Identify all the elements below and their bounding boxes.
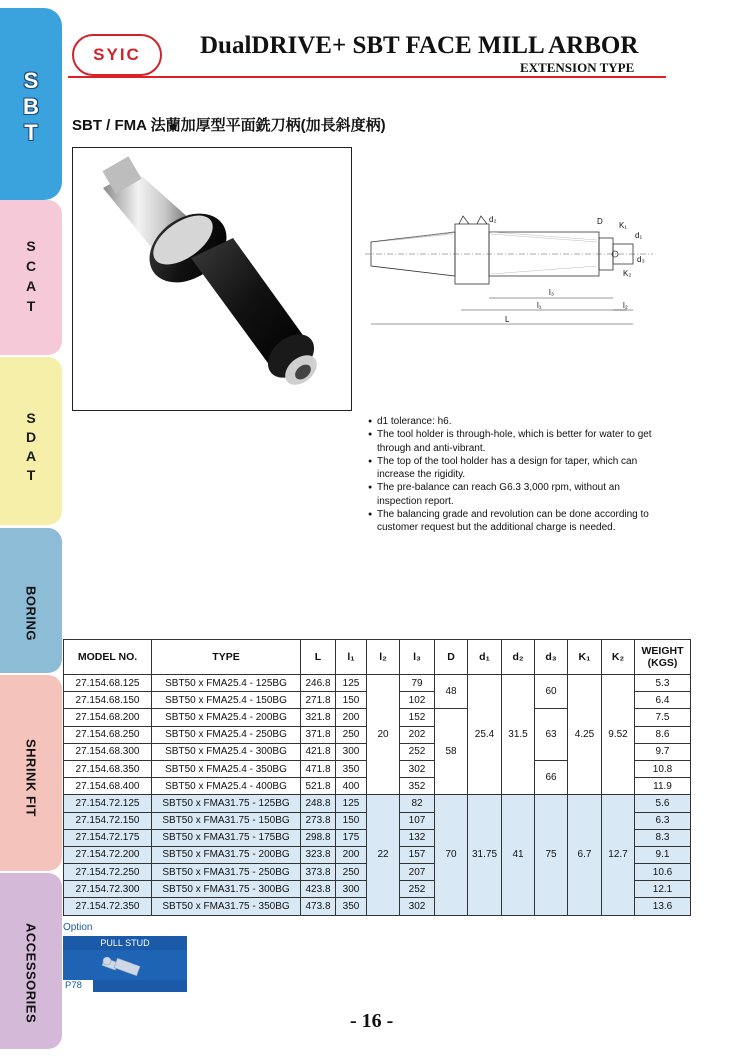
cell-model: 27.154.72.350 <box>64 898 152 915</box>
cell-weight: 9.1 <box>635 846 691 863</box>
cell-K1: 4.25 <box>568 675 602 795</box>
col-model: MODEL NO. <box>64 640 152 675</box>
tab-letter: A <box>25 448 37 464</box>
cell-d3: 75 <box>535 795 568 915</box>
cell-D: 70 <box>435 795 468 915</box>
col-L: L <box>301 640 336 675</box>
cell-l3: 102 <box>400 692 435 709</box>
cell-type: SBT50 x FMA25.4 - 250BG <box>152 726 301 743</box>
cell-type: SBT50 x FMA31.75 - 250BG <box>152 864 301 881</box>
cell-l1: 200 <box>336 846 367 863</box>
cell-L: 323.8 <box>301 846 336 863</box>
cell-l3: 107 <box>400 812 435 829</box>
cell-type: SBT50 x FMA31.75 - 200BG <box>152 846 301 863</box>
cell-weight: 9.7 <box>635 743 691 760</box>
note-item: ● The top of the tool holder has a design for taper, which can increase the rigidity. <box>368 455 658 482</box>
cell-model: 27.154.72.175 <box>64 829 152 846</box>
tab-sdat[interactable] <box>0 357 62 525</box>
technical-drawing <box>365 210 653 335</box>
pull-stud-page-ref[interactable]: P78 <box>63 980 93 992</box>
cell-l1: 125 <box>336 795 367 812</box>
cell-K2: 12.7 <box>602 795 635 915</box>
page-subtitle: EXTENSION TYPE <box>520 60 635 75</box>
cell-L: 521.8 <box>301 778 336 795</box>
cell-L: 248.8 <box>301 795 336 812</box>
note-item: ● The balancing grade and revolution can be done according to customer request but the additional charge is needed. <box>368 508 658 535</box>
cell-model: 27.154.72.150 <box>64 812 152 829</box>
col-l3: l₃ <box>400 640 435 675</box>
tab-letter: S <box>26 410 36 426</box>
label-d3: d₃ <box>637 255 645 264</box>
tab-letter: T <box>26 298 36 314</box>
cell-L: 321.8 <box>301 709 336 726</box>
col-d3: d₃ <box>535 640 568 675</box>
label-L: L <box>505 315 510 324</box>
cell-l3: 157 <box>400 846 435 863</box>
weight-unit: (KGS) <box>647 657 678 669</box>
cell-l3: 352 <box>400 778 435 795</box>
cell-weight: 10.6 <box>635 864 691 881</box>
cell-model: 27.154.68.125 <box>64 675 152 692</box>
cell-type: SBT50 x FMA25.4 - 400BG <box>152 778 301 795</box>
cell-weight: 10.8 <box>635 760 691 777</box>
cell-l3: 152 <box>400 709 435 726</box>
cell-l3: 202 <box>400 726 435 743</box>
cell-l3: 82 <box>400 795 435 812</box>
product-photo <box>72 147 352 411</box>
cell-type: SBT50 x FMA31.75 - 300BG <box>152 881 301 898</box>
cell-l1: 250 <box>336 726 367 743</box>
section-heading: SBT / FMA 法蘭加厚型平面銑刀柄(加長斜度柄) <box>72 117 386 134</box>
cell-L: 423.8 <box>301 881 336 898</box>
tab-boring[interactable] <box>0 528 62 673</box>
tab-letter: S <box>26 238 36 254</box>
weight-label: WEIGHT <box>641 645 684 657</box>
syic-logo <box>72 34 162 76</box>
cell-type: SBT50 x FMA25.4 - 125BG <box>152 675 301 692</box>
feature-notes <box>368 415 658 535</box>
cell-weight: 6.3 <box>635 812 691 829</box>
cell-weight: 8.3 <box>635 829 691 846</box>
label-l1: l₁ <box>537 301 542 310</box>
note-item: ● d1 tolerance: h6. <box>368 415 658 428</box>
cell-d1: 31.75 <box>468 795 502 915</box>
cell-model: 27.154.68.200 <box>64 709 152 726</box>
cell-l1: 300 <box>336 881 367 898</box>
cell-l3: 302 <box>400 898 435 915</box>
label-K2: K₂ <box>623 269 632 278</box>
cell-model: 27.154.68.300 <box>64 743 152 760</box>
cell-l1: 250 <box>336 864 367 881</box>
cell-d3: 60 <box>535 675 568 709</box>
cell-L: 471.8 <box>301 760 336 777</box>
cell-l3: 207 <box>400 864 435 881</box>
note-item: ● The tool holder is through-hole, which is better for water to get through and anti-vibrant. <box>368 428 658 455</box>
col-d2: d₂ <box>502 640 535 675</box>
col-K2: K₂ <box>602 640 635 675</box>
cell-L: 373.8 <box>301 864 336 881</box>
spec-table <box>63 639 691 916</box>
option-label: Option <box>63 922 93 933</box>
cell-d3: 66 <box>535 760 568 794</box>
cell-l1: 200 <box>336 709 367 726</box>
cell-type: SBT50 x FMA25.4 - 200BG <box>152 709 301 726</box>
cell-type: SBT50 x FMA31.75 - 350BG <box>152 898 301 915</box>
col-D: D <box>435 640 468 675</box>
cell-type: SBT50 x FMA31.75 - 150BG <box>152 812 301 829</box>
cell-l3: 252 <box>400 743 435 760</box>
cell-model: 27.154.72.200 <box>64 846 152 863</box>
col-d1: d₁ <box>468 640 502 675</box>
tab-accessories-label: ACCESSORIES <box>23 922 39 1024</box>
cell-model: 27.154.68.150 <box>64 692 152 709</box>
cell-l3: 252 <box>400 881 435 898</box>
col-type: TYPE <box>152 640 301 675</box>
col-l1: l₁ <box>336 640 367 675</box>
tab-letter: S <box>23 68 39 93</box>
cell-model: 27.154.72.250 <box>64 864 152 881</box>
cell-d1: 25.4 <box>468 675 502 795</box>
cell-type: SBT50 x FMA25.4 - 300BG <box>152 743 301 760</box>
cell-l2: 22 <box>367 795 400 915</box>
cell-l1: 400 <box>336 778 367 795</box>
cell-model: 27.154.68.250 <box>64 726 152 743</box>
cell-D: 48 <box>435 675 468 709</box>
logo-text: SYIC <box>93 45 141 64</box>
cell-d2: 31.5 <box>502 675 535 795</box>
tab-letter: D <box>25 429 37 445</box>
pull-stud-image <box>63 950 187 980</box>
header-divider <box>68 76 666 78</box>
col-l2: l₂ <box>367 640 400 675</box>
note-item: ● The pre-balance can reach G6.3 3,000 rpm, without an inspection report. <box>368 481 658 508</box>
tab-letter: A <box>25 278 37 294</box>
cell-l1: 125 <box>336 675 367 692</box>
cell-weight: 7.5 <box>635 709 691 726</box>
cell-type: SBT50 x FMA31.75 - 175BG <box>152 829 301 846</box>
cell-l3: 132 <box>400 829 435 846</box>
table-row <box>64 795 691 812</box>
label-d2: d₂ <box>489 215 497 224</box>
tab-letter: T <box>26 467 36 483</box>
cell-l1: 350 <box>336 898 367 915</box>
cell-model: 27.154.68.400 <box>64 778 152 795</box>
cell-weight: 5.3 <box>635 675 691 692</box>
tab-sbt[interactable] <box>0 8 62 200</box>
label-K1: K₁ <box>619 221 628 230</box>
cell-L: 473.8 <box>301 898 336 915</box>
label-l3: l₃ <box>549 288 555 297</box>
cell-model: 27.154.72.300 <box>64 881 152 898</box>
cell-l1: 175 <box>336 829 367 846</box>
tab-accessories[interactable] <box>0 873 62 1049</box>
cell-model: 27.154.68.350 <box>64 760 152 777</box>
cell-L: 246.8 <box>301 675 336 692</box>
tab-shrink-fit[interactable] <box>0 675 62 871</box>
tab-sbt-label <box>0 68 62 146</box>
cell-L: 271.8 <box>301 692 336 709</box>
page-title: DualDRIVE+ SBT FACE MILL ARBOR <box>200 32 639 59</box>
cell-l2: 20 <box>367 675 400 795</box>
cell-l1: 150 <box>336 812 367 829</box>
cell-type: SBT50 x FMA31.75 - 125BG <box>152 795 301 812</box>
cell-d2: 41 <box>502 795 535 915</box>
cell-L: 298.8 <box>301 829 336 846</box>
cell-weight: 13.6 <box>635 898 691 915</box>
cell-type: SBT50 x FMA25.4 - 150BG <box>152 692 301 709</box>
tab-letter: C <box>25 258 37 274</box>
cell-d3: 63 <box>535 709 568 761</box>
tab-letter: T <box>24 120 38 145</box>
cell-L: 421.8 <box>301 743 336 760</box>
cell-weight: 11.9 <box>635 778 691 795</box>
tab-sdat-label <box>0 409 62 485</box>
table-row <box>64 675 691 692</box>
label-l2: l₂ <box>623 301 628 310</box>
cell-l1: 350 <box>336 760 367 777</box>
cell-K1: 6.7 <box>568 795 602 915</box>
tab-boring-label: BORING <box>23 585 39 641</box>
col-weight <box>635 640 691 675</box>
table-header-row <box>64 640 691 675</box>
pull-stud-title: PULL STUD <box>100 938 150 948</box>
cell-l1: 300 <box>336 743 367 760</box>
cell-L: 371.8 <box>301 726 336 743</box>
tab-letter: B <box>23 94 39 119</box>
tab-scat[interactable] <box>0 200 62 355</box>
col-K1: K₁ <box>568 640 602 675</box>
tab-shrink-fit-label: SHRINK FIT <box>23 739 39 817</box>
cell-l3: 302 <box>400 760 435 777</box>
cell-weight: 8.6 <box>635 726 691 743</box>
tab-scat-label <box>0 236 62 316</box>
cell-l3: 79 <box>400 675 435 692</box>
cell-type: SBT50 x FMA25.4 - 350BG <box>152 760 301 777</box>
label-D: D <box>597 217 603 226</box>
cell-weight: 6.4 <box>635 692 691 709</box>
cell-weight: 12.1 <box>635 881 691 898</box>
cell-weight: 5.6 <box>635 795 691 812</box>
page-number: - 16 - <box>350 1010 394 1032</box>
cell-K2: 9.52 <box>602 675 635 795</box>
cell-model: 27.154.72.125 <box>64 795 152 812</box>
cell-L: 273.8 <box>301 812 336 829</box>
cell-l1: 150 <box>336 692 367 709</box>
label-d1: d₁ <box>635 231 643 240</box>
cell-D: 58 <box>435 709 468 795</box>
